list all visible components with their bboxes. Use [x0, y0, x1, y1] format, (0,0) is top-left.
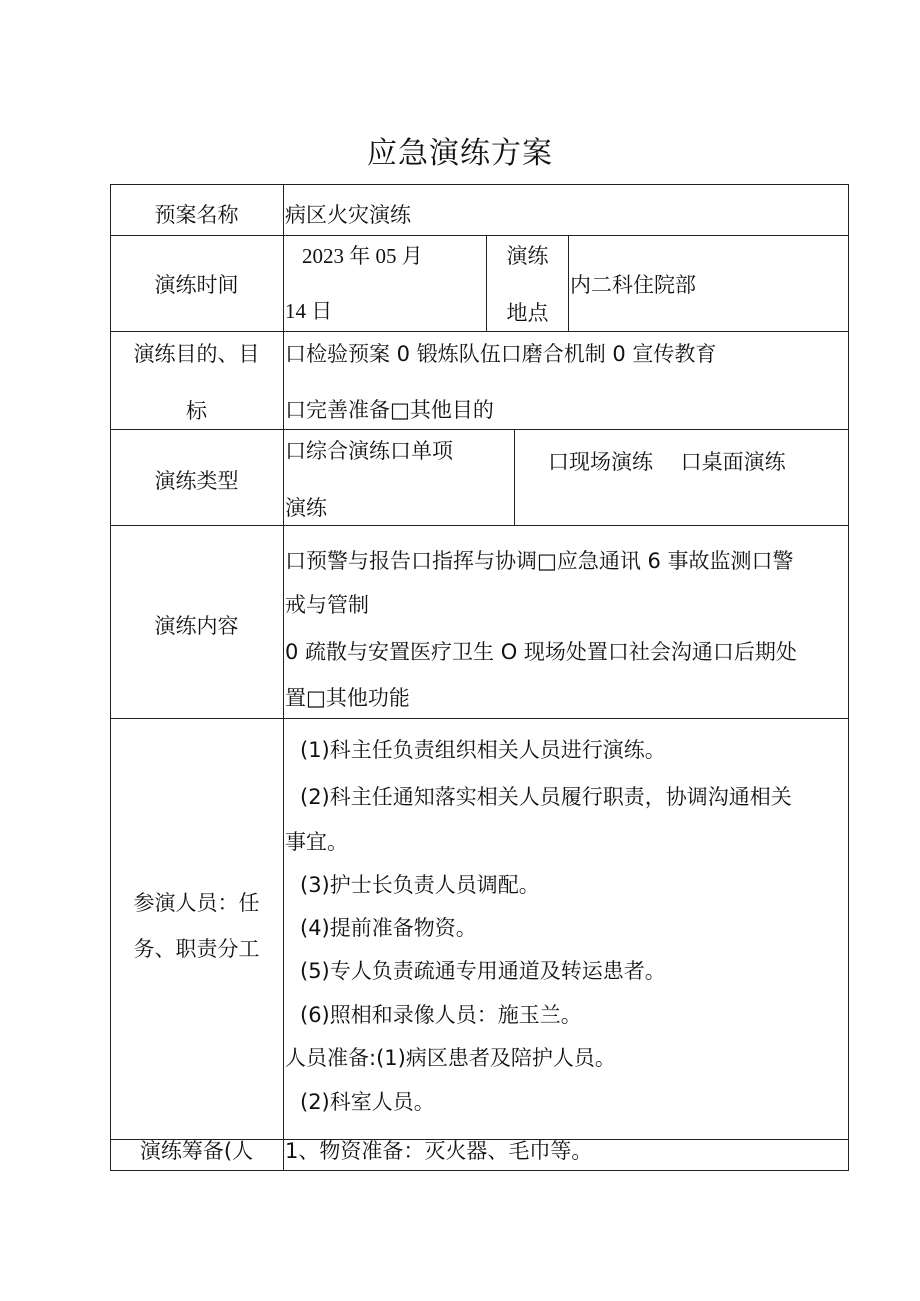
purpose-label-line2: 标: [186, 399, 207, 423]
drill-content-line1: 口预警与报告口指挥与协调□应急通讯 6 事故监测口警: [285, 549, 794, 573]
row-divider: [110, 525, 849, 526]
drill-content-label: 演练内容: [154, 614, 239, 638]
participants-item: (2)科主任通知落实相关人员履行职责，协调沟通相关: [300, 785, 792, 809]
participants-item: 人员准备:(1)病区患者及陪护人员。: [285, 1046, 616, 1070]
participants-item: 事宜。: [285, 830, 348, 854]
plan-name-label: 预案名称: [154, 203, 239, 227]
table-border-bottom: [110, 1170, 849, 1171]
drill-type-label: 演练类型: [154, 469, 239, 493]
drill-time-label: 演练时间: [154, 273, 239, 297]
preparation-value: 1、物资准备：灭火器、毛巾等。: [285, 1139, 593, 1163]
participants-item: (6)照相和录像人员：施玉兰。: [300, 1003, 582, 1027]
participants-label-line1: 参演人员：任: [133, 891, 260, 915]
drill-content-line3: 0 疏散与安置医疗卫生 O 现场处置口社会沟通口后期处: [285, 640, 797, 664]
participants-item: (1)科主任负责组织相关人员进行演练。: [300, 738, 666, 762]
preparation-label: 演练筹备(人: [139, 1139, 254, 1163]
plan-name-value: 病区火灾演练: [285, 203, 411, 227]
table-border-left: [110, 184, 111, 1171]
table-border-right: [848, 184, 849, 1171]
purpose-label-line1: 演练目的、目: [133, 342, 260, 366]
row-divider: [110, 235, 849, 236]
participants-item: (3)护士长负责人员调配。: [300, 873, 540, 897]
drill-type-left-line2: 演练: [285, 496, 327, 520]
drill-type-right: 口现场演练 口桌面演练: [548, 450, 786, 474]
drill-type-left-line1: 口综合演练口单项: [285, 439, 453, 463]
participants-item: (5)专人负责疏通专用通道及转运患者。: [300, 959, 666, 983]
page-title: 应急演练方案: [367, 136, 553, 171]
label-column-divider: [283, 184, 284, 1171]
drill-plan-table: [110, 184, 849, 1171]
drill-place-label-line2: 地点: [506, 301, 549, 325]
participants-item: (4)提前准备物资。: [300, 916, 477, 940]
purpose-options-line2: 口完善准备□其他目的: [285, 398, 494, 422]
purpose-options-line1: 口检验预案 0 锻炼队伍口磨合机制 0 宣传教育: [285, 342, 717, 366]
row-divider: [110, 718, 849, 719]
participants-label-line2: 务、职责分工: [133, 937, 260, 961]
row-divider: [110, 429, 849, 430]
drill-content-line4: 置□其他功能: [285, 686, 410, 710]
drill-time-date-line1: 2023 年 05 月: [302, 244, 423, 268]
drill-content-line2: 戒与管制: [285, 593, 369, 617]
participants-item: (2)科室人员。: [300, 1090, 435, 1114]
drill-time-date-line2: 14 日: [285, 299, 333, 323]
table-border-top: [110, 184, 849, 185]
drill-place-value: 内二科住院部: [570, 273, 696, 297]
type-divider: [514, 429, 515, 525]
drill-place-label-line1: 演练: [506, 244, 549, 268]
row-divider: [110, 331, 849, 332]
place-value-divider: [568, 235, 569, 331]
